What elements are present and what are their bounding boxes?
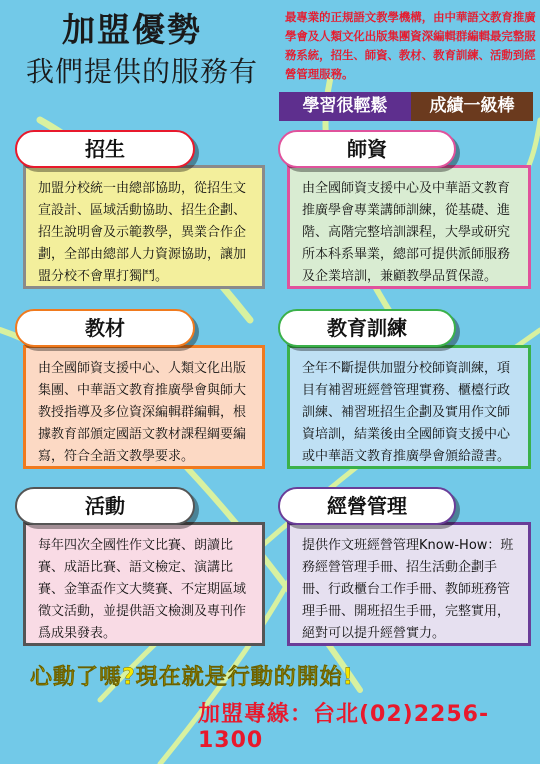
call-to-action: 心動了嗎?現在就是行動的開始! bbox=[30, 665, 354, 690]
section-teachers-text: 由全國師資支援中心及中華語文教育推廣學會專業講師訓練，從基礎、進階、高階完整培訓課程，大學或研究所本科系畢業，總部可提供派師服務及企業培訓，兼顧教學品質保證。 bbox=[302, 181, 511, 284]
section-training-text: 全年不斷提供加盟分校師資訓練，項目有補習班經營管理實務、櫃檯行政訓練、補習班招生企劃及實用作文師資培訓，結業後由全國師資支援中心或中華語文教育推廣學會頒給證書。 bbox=[302, 361, 511, 464]
section-materials-box bbox=[23, 345, 265, 469]
section-activities-box bbox=[23, 522, 265, 646]
section-activities-text: 每年四次全國性作文比賽、朗讀比賽、成語比賽、語文檢定、演講比賽、金筆盃作文大獎賽、不定期區域徵文活動，並提供語文檢測及專刊作爲成果發表。 bbox=[38, 538, 247, 641]
section-recruitment-box bbox=[23, 165, 265, 289]
section-materials-text: 由全國師資支援中心、人類文化出版集團、中華語文教育推廣學會與師大教授指導及多位資深編輯群編輯，根據教育部頒定國語文教材課程綱要編寫，符合全語文教學要求。 bbox=[38, 361, 247, 464]
section-training-title: 教育訓練 bbox=[278, 309, 456, 347]
section-management-text: 提供作文班經營管理Know-How：班務經營管理手冊、招生活動企劃手冊、行政櫃台工作手冊、教師班務管理手冊、開班招生手冊，完整實用，絕對可以提升經營實力。 bbox=[302, 538, 514, 641]
intro-text: 最專業的正規語文教學機構，由中華語文教育推廣學會及人類文化出版集團資深編輯群編輯最完整服務系統，招生、師資、教材、教育訓練、活動到經營管理服務。 bbox=[285, 10, 536, 81]
section-materials-title: 教材 bbox=[15, 309, 195, 347]
section-activities-title: 活動 bbox=[15, 487, 195, 525]
section-management-title: 經營管理 bbox=[278, 487, 456, 525]
page-title: 加盟優勢 bbox=[62, 10, 202, 49]
section-teachers-title: 師資 bbox=[278, 130, 456, 168]
section-training-box bbox=[287, 345, 531, 469]
slogan-left: 學習很輕鬆 bbox=[279, 92, 411, 121]
section-teachers-box bbox=[287, 165, 531, 289]
section-recruitment-title: 招生 bbox=[15, 130, 195, 168]
section-recruitment-text: 加盟分校統一由總部協助，從招生文宣設計、區域活動協助、招生企劃、招生說明會及示範教學，異業合作企劃，全部由總部人力資源協助，讓加盟分校不會單打獨鬥。 bbox=[38, 181, 247, 284]
section-management-box bbox=[287, 522, 531, 646]
page-subtitle: 我們提供的服務有 bbox=[26, 55, 259, 88]
slogan-right: 成績一級棒 bbox=[411, 92, 533, 121]
hotline: 加盟專線：台北(02)2256-1300 bbox=[198, 702, 490, 753]
